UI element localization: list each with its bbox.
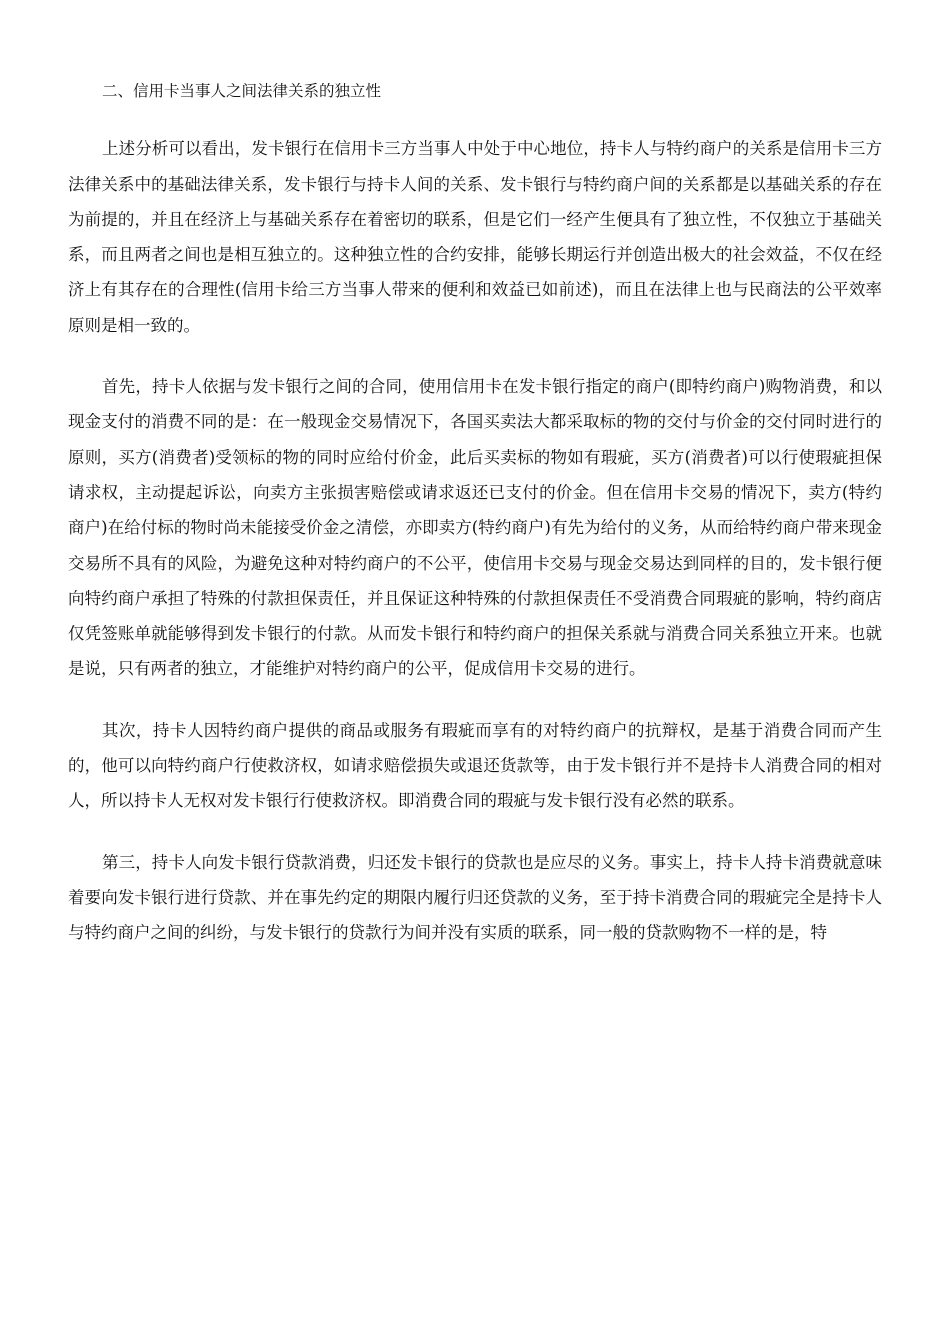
document-page	[68, 74, 882, 977]
section-heading: 二、信用卡当事人之间法律关系的独立性	[102, 82, 382, 100]
paragraph-overview: 上述分析可以看出，发卡银行在信用卡三方当事人中处于中心地位，持卡人与特约商户的关系是信用卡三方法律关系中的基础法律关系，发卡银行与持卡人间的关系、发卡银行与特约商户间的关系都是以基础关系的存在为前提的，并且在经济上与基础关系存在着密切的联系，但是它们一经产生便具有了独立性，不仅独立于基础关系，而且两者之间也是相互独立的。这种独立性的合约安排，能够长期运行并创造出极大的社会效益，不仅在经济上有其存在的合理性(信用卡给三方当事人带来的便利和效益已如前述)，而且在法律上也与民商法的公平效率原则是相一致的。	[68, 139, 882, 335]
paragraph-second: 其次，持卡人因特约商户提供的商品或服务有瑕疵而享有的对特约商户的抗辩权，是基于消费合同而产生的，他可以向特约商户行使救济权，如请求赔偿损失或退还货款等，由于发卡银行并不是持卡人消费合同的相对人，所以持卡人无权对发卡银行行使救济权。即消费合同的瑕疵与发卡银行没有必然的联系。	[68, 720, 882, 811]
paragraph-third: 第三，持卡人向发卡银行贷款消费，归还发卡银行的贷款也是应尽的义务。事实上，持卡人持卡消费就意味着要向发卡银行进行贷款、并在事先约定的期限内履行归还贷款的义务，至于持卡消费合同的瑕疵完全是持卡人与特约商户之间的纠纷，与发卡银行的贷款行为间并没有实质的联系，同一般的贷款购物不一样的是，特	[68, 852, 882, 943]
paragraph-first: 首先，持卡人依据与发卡银行之间的合同，使用信用卡在发卡银行指定的商户(即特约商户)购物消费，和以现金支付的消费不同的是：在一般现金交易情况下，各国买卖法大都采取标的物的交付与价金的交付同时进行的原则，买方(消费者)受领标的物的同时应给付价金，此后买卖标的物如有瑕疵，买方(消费者)可以行使瑕疵担保请求权，主动提起诉讼，向卖方主张损害赔偿或请求返还已支付的价金。但在信用卡交易的情况下，卖方(特约商户)在给付标的物时尚未能接受价金之清偿，亦即卖方(特约商户)有先为给付的义务，从而给特约商户带来现金交易所不具有的风险，为避免这种对特约商户的不公平，使信用卡交易与现金交易达到同样的目的，发卡银行便向特约商户承担了特殊的付款担保责任，并且保证这种特殊的付款担保责任不受消费合同瑕疵的影响，特约商店仅凭签账单就能够得到发卡银行的付款。从而发卡银行和特约商户的担保关系就与消费合同关系独立开来。也就是说，只有两者的独立，才能维护对特约商户的公平，促成信用卡交易的进行。	[68, 377, 882, 679]
